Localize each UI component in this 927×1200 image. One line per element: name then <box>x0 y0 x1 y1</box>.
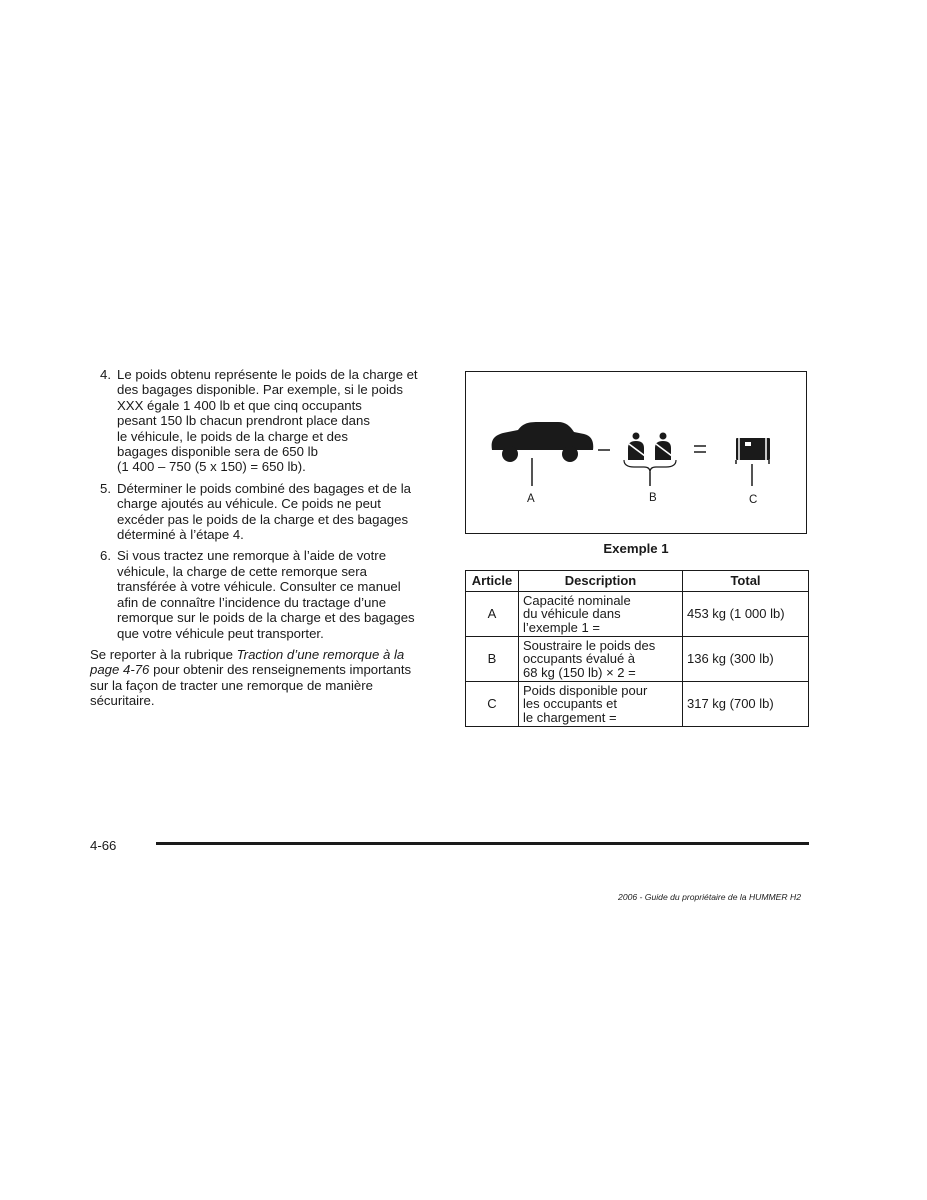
step-line: remorque sur le poids de la charge et des bagages <box>117 610 415 626</box>
column-header: Total <box>683 571 809 592</box>
description-line: le chargement = <box>523 709 617 725</box>
description-line: les occupants et <box>523 696 617 712</box>
description-cell <box>519 637 683 682</box>
figure-caption: Exemple 1 <box>603 541 669 556</box>
reference-text: pour obtenir des renseignements importants <box>149 662 412 678</box>
bracket <box>624 460 676 472</box>
page-number: 4-66 <box>90 838 117 853</box>
step-number: 6. <box>100 548 111 564</box>
description-line: Poids disponible pour <box>523 682 648 698</box>
description-line: du véhicule dans <box>523 606 621 622</box>
label-b: B <box>649 492 657 504</box>
label-c: C <box>749 494 758 506</box>
step-line: véhicule, la charge de cette remorque sera <box>117 563 367 579</box>
step-line: le véhicule, le poids de la charge et des <box>117 428 348 444</box>
reference-page-link[interactable]: page 4-76 <box>90 662 150 678</box>
table-header-row <box>466 571 809 592</box>
step-line: transférée à votre véhicule. Consulter ce manuel <box>117 579 401 595</box>
example-figure <box>465 371 807 534</box>
total-cell: 136 kg (300 lb) <box>683 637 809 682</box>
description-cell <box>519 592 683 637</box>
footer-divider <box>156 842 809 845</box>
reference-link[interactable]: Traction d’une remorque à la <box>236 646 405 662</box>
step-5 <box>90 481 440 543</box>
luggage-icon <box>736 438 770 486</box>
step-line: charge ajoutés au véhicule. Ce poids ne peut <box>117 496 381 512</box>
description-line: l’exemple 1 = <box>523 619 600 635</box>
table-row <box>466 637 809 682</box>
table-row <box>466 592 809 637</box>
step-line: bagages disponible sera de 650 lb <box>117 444 318 460</box>
column-header: Description <box>519 571 683 592</box>
footer-note: 2006 - Guide du propriétaire de la HUMMER H2 <box>618 892 801 902</box>
seatbelt-icon <box>628 433 645 461</box>
instructions <box>90 367 440 709</box>
description-line: 68 kg (150 lb) × 2 = <box>523 664 636 680</box>
column-header: Article <box>466 571 519 592</box>
description-line: Soustraire le poids des <box>523 637 656 653</box>
step-number: 5. <box>100 480 111 496</box>
step-line: (1 400 – 750 (5 x 150) = 650 lb). <box>117 459 306 475</box>
label-a: A <box>527 493 535 505</box>
article-cell: A <box>466 592 519 637</box>
figure-illustration <box>466 372 806 532</box>
step-line: Le poids obtenu représente le poids de la charge et <box>117 367 418 382</box>
step-line: XXX égale 1 400 lb et que cinq occupants <box>117 397 362 413</box>
total-cell: 317 kg (700 lb) <box>683 682 809 727</box>
step-line: que votre véhicule peut transporter. <box>117 625 324 641</box>
step-line: pesant 150 lb chacun prendront place dans <box>117 413 370 429</box>
step-line: excéder pas le poids de la charge et des bagages <box>117 511 409 527</box>
seatbelt-icon <box>655 433 672 461</box>
step-4 <box>90 367 440 475</box>
example-table <box>465 570 809 727</box>
reference-paragraph <box>90 647 440 709</box>
reference-text: Se reporter à la rubrique <box>90 646 237 662</box>
step-6 <box>90 548 440 640</box>
total-cell: 453 kg (1 000 lb) <box>683 592 809 637</box>
description-line: Capacité nominale <box>523 592 631 608</box>
step-line: afin de connaître l’incidence du tractage d’une <box>117 594 387 610</box>
step-line: Déterminer le poids combiné des bagages et de la <box>117 480 411 496</box>
step-line: déterminé à l’étape 4. <box>117 527 244 543</box>
reference-text: sécuritaire. <box>90 693 155 709</box>
description-cell <box>519 682 683 727</box>
reference-text: sur la façon de tracter une remorque de manière <box>90 677 373 693</box>
step-line: Si vous tractez une remorque à l’aide de votre <box>117 548 387 564</box>
article-cell: B <box>466 637 519 682</box>
article-cell: C <box>466 682 519 727</box>
car-icon <box>492 422 594 486</box>
equals-sign <box>694 446 706 452</box>
table-row <box>466 682 809 727</box>
step-line: des bagages disponible. Par exemple, si le poids <box>117 382 403 398</box>
description-line: occupants évalué à <box>523 651 636 667</box>
step-number: 4. <box>100 367 111 382</box>
